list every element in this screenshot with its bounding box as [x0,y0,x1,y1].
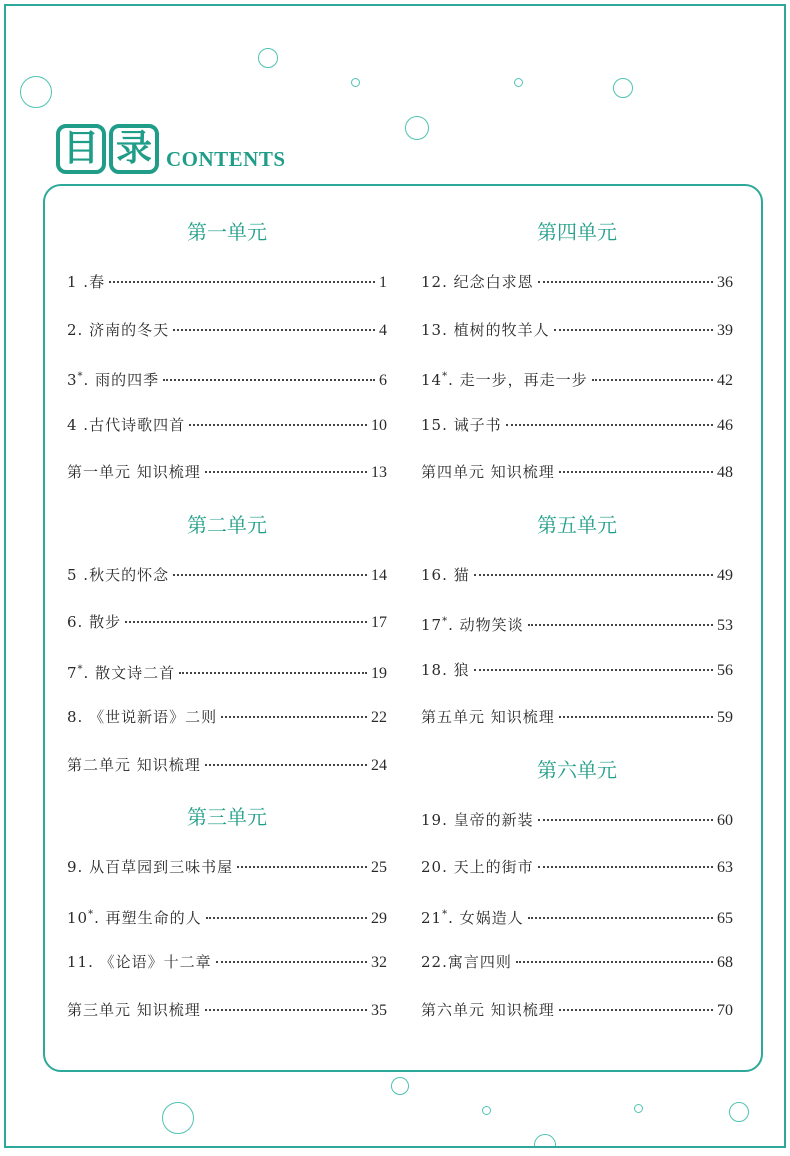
entry-title: 11. 《论语》十二章 [67,953,212,971]
optional-lesson-star: * [88,908,95,920]
optional-lesson-star: * [77,663,84,675]
entry-title: 第六单元 知识梳理 [421,1000,555,1019]
page-number: 14 [371,566,387,584]
page-number: 1 [379,274,387,291]
leader-dots [109,281,375,283]
leader-dots [205,764,367,766]
toc-entry[interactable] [67,998,387,1022]
toc-entry[interactable] [67,563,387,587]
entry-title: 17*. 动物笑谈 [421,616,524,634]
bubble-decoration [534,1134,556,1148]
toc-entry[interactable] [421,903,733,927]
leader-dots [559,471,713,473]
leader-dots [528,624,713,626]
page-number: 36 [717,274,733,291]
optional-lesson-star: * [442,616,449,627]
leader-dots [559,716,713,718]
toc-entry[interactable] [67,413,387,437]
bubble-decoration [20,76,52,108]
entry-title: 12. 纪念白求恩 [421,273,534,291]
entry-title: 第五单元 知识梳理 [421,708,555,726]
toc-entry[interactable] [421,270,733,294]
toc-entry[interactable] [67,903,387,927]
leader-dots [205,471,367,473]
entry-title: 18. 狼 [421,660,470,679]
leader-dots [125,621,367,623]
toc-entry[interactable] [67,855,387,879]
page-number: 19 [371,664,387,682]
page-number: 60 [717,811,733,829]
entry-title: 14*. 走一步，再走一步 [421,371,588,389]
toc-entry[interactable] [421,413,733,437]
page-number: 59 [717,709,733,726]
page-number: 49 [717,566,733,584]
toc-entry[interactable] [421,610,733,634]
contents-heading [56,124,286,174]
entry-title: 16. 猫 [421,565,470,584]
toc-entry[interactable] [67,365,387,389]
bubble-decoration [258,48,278,68]
entry-title: 第三单元 知识梳理 [67,1000,201,1019]
leader-dots [189,424,367,426]
leader-dots [592,379,713,381]
unit-title: 第五单元 [537,512,617,537]
page [4,4,786,1148]
entry-title: 3*. 雨的四季 [67,371,160,389]
entry-title: 21*. 女娲造人 [421,908,524,927]
page-number: 53 [717,617,733,634]
leader-dots [528,917,713,919]
bubble-decoration [613,78,633,98]
page-number: 13 [371,464,387,481]
page-number: 4 [379,321,387,339]
entry-title: 第一单元 知识梳理 [67,463,201,481]
leader-dots [516,961,713,963]
heading-english: CONTENTS [166,147,286,171]
toc-entry[interactable] [421,658,733,682]
page-number: 17 [371,614,387,631]
toc-entry[interactable] [421,950,733,974]
toc-box [43,184,763,1072]
page-number: 24 [371,756,387,774]
leader-dots [221,716,367,718]
toc-entry[interactable] [67,753,387,777]
entry-title: 7*. 散文诗二首 [67,663,176,682]
toc-entry[interactable] [421,855,733,879]
leader-dots [179,672,367,674]
leader-dots [173,574,367,576]
bubble-decoration [729,1102,749,1122]
heading-char-lu: 录 [109,124,159,174]
unit-title: 第一单元 [187,220,267,244]
toc-entry[interactable] [67,658,387,682]
toc-entry[interactable] [67,705,387,729]
optional-lesson-star: * [442,908,449,920]
leader-dots [506,424,713,426]
entry-title: 2. 济南的冬天 [67,320,170,339]
leader-dots [205,1009,367,1011]
leader-dots [216,961,367,963]
leader-dots [538,819,713,821]
entry-title: 1 .春 [67,273,106,291]
page-number: 42 [717,372,733,389]
leader-dots [559,1009,713,1011]
page-number: 6 [379,372,387,389]
page-number: 32 [371,954,387,971]
bubble-decoration [351,78,360,87]
entry-title: 19. 皇帝的新装 [421,810,534,829]
page-number: 29 [371,909,387,927]
page-number: 56 [717,661,733,679]
entry-title: 8. 《世说新语》二则 [67,708,218,726]
toc-entry[interactable] [421,563,733,587]
toc-entry[interactable] [67,460,387,484]
entry-title: 22.寓言四则 [421,953,512,971]
entry-title: 4 .古代诗歌四首 [67,415,186,434]
bubble-decoration [162,1102,194,1134]
optional-lesson-star: * [77,371,84,382]
page-number: 48 [717,464,733,481]
toc-entry[interactable] [421,365,733,389]
page-number: 68 [717,954,733,971]
bubble-decoration [634,1104,643,1113]
entry-title: 5 .秋天的怀念 [67,565,170,584]
bubble-decoration [405,116,429,140]
toc-entry[interactable] [421,808,733,832]
page-number: 63 [717,859,733,876]
entry-title: 10*. 再塑生命的人 [67,908,202,927]
page-number: 25 [371,859,387,876]
bubble-decoration [482,1106,491,1115]
entry-title: 6. 散步 [67,613,122,631]
entry-title: 第四单元 知识梳理 [421,463,555,481]
toc-entry[interactable] [421,318,733,342]
leader-dots [237,866,367,868]
leader-dots [163,379,375,381]
page-number: 70 [717,1001,733,1019]
unit-title: 第三单元 [187,805,267,829]
toc-entry[interactable] [67,950,387,974]
page-number: 46 [717,416,733,434]
toc-entry[interactable] [67,270,387,294]
heading-char-mu: 目 [56,124,106,174]
entry-title: 第二单元 知识梳理 [67,755,201,774]
leader-dots [474,669,713,671]
toc-entry[interactable] [421,460,733,484]
entry-title: 13. 植树的牧羊人 [421,320,550,339]
optional-lesson-star: * [442,371,449,382]
page-number: 10 [371,416,387,434]
toc-entry[interactable] [421,998,733,1022]
leader-dots [538,866,713,868]
toc-entry[interactable] [421,705,733,729]
page-number: 65 [717,909,733,927]
toc-entry[interactable] [67,610,387,634]
entry-title: 9. 从百草园到三味书屋 [67,858,234,876]
bubble-decoration [514,78,523,87]
page-number: 35 [371,1001,387,1019]
leader-dots [474,574,713,576]
leader-dots [554,329,713,331]
entry-title: 15. 诫子书 [421,415,502,434]
leader-dots [538,281,713,283]
leader-dots [173,329,375,331]
unit-title: 第二单元 [187,512,267,537]
toc-entry[interactable] [67,318,387,342]
entry-title: 20. 天上的街市 [421,858,534,876]
page-number: 22 [371,709,387,726]
bubble-decoration [391,1077,409,1095]
page-number: 39 [717,321,733,339]
unit-title: 第六单元 [537,757,617,782]
leader-dots [206,917,367,919]
unit-title: 第四单元 [537,220,617,244]
